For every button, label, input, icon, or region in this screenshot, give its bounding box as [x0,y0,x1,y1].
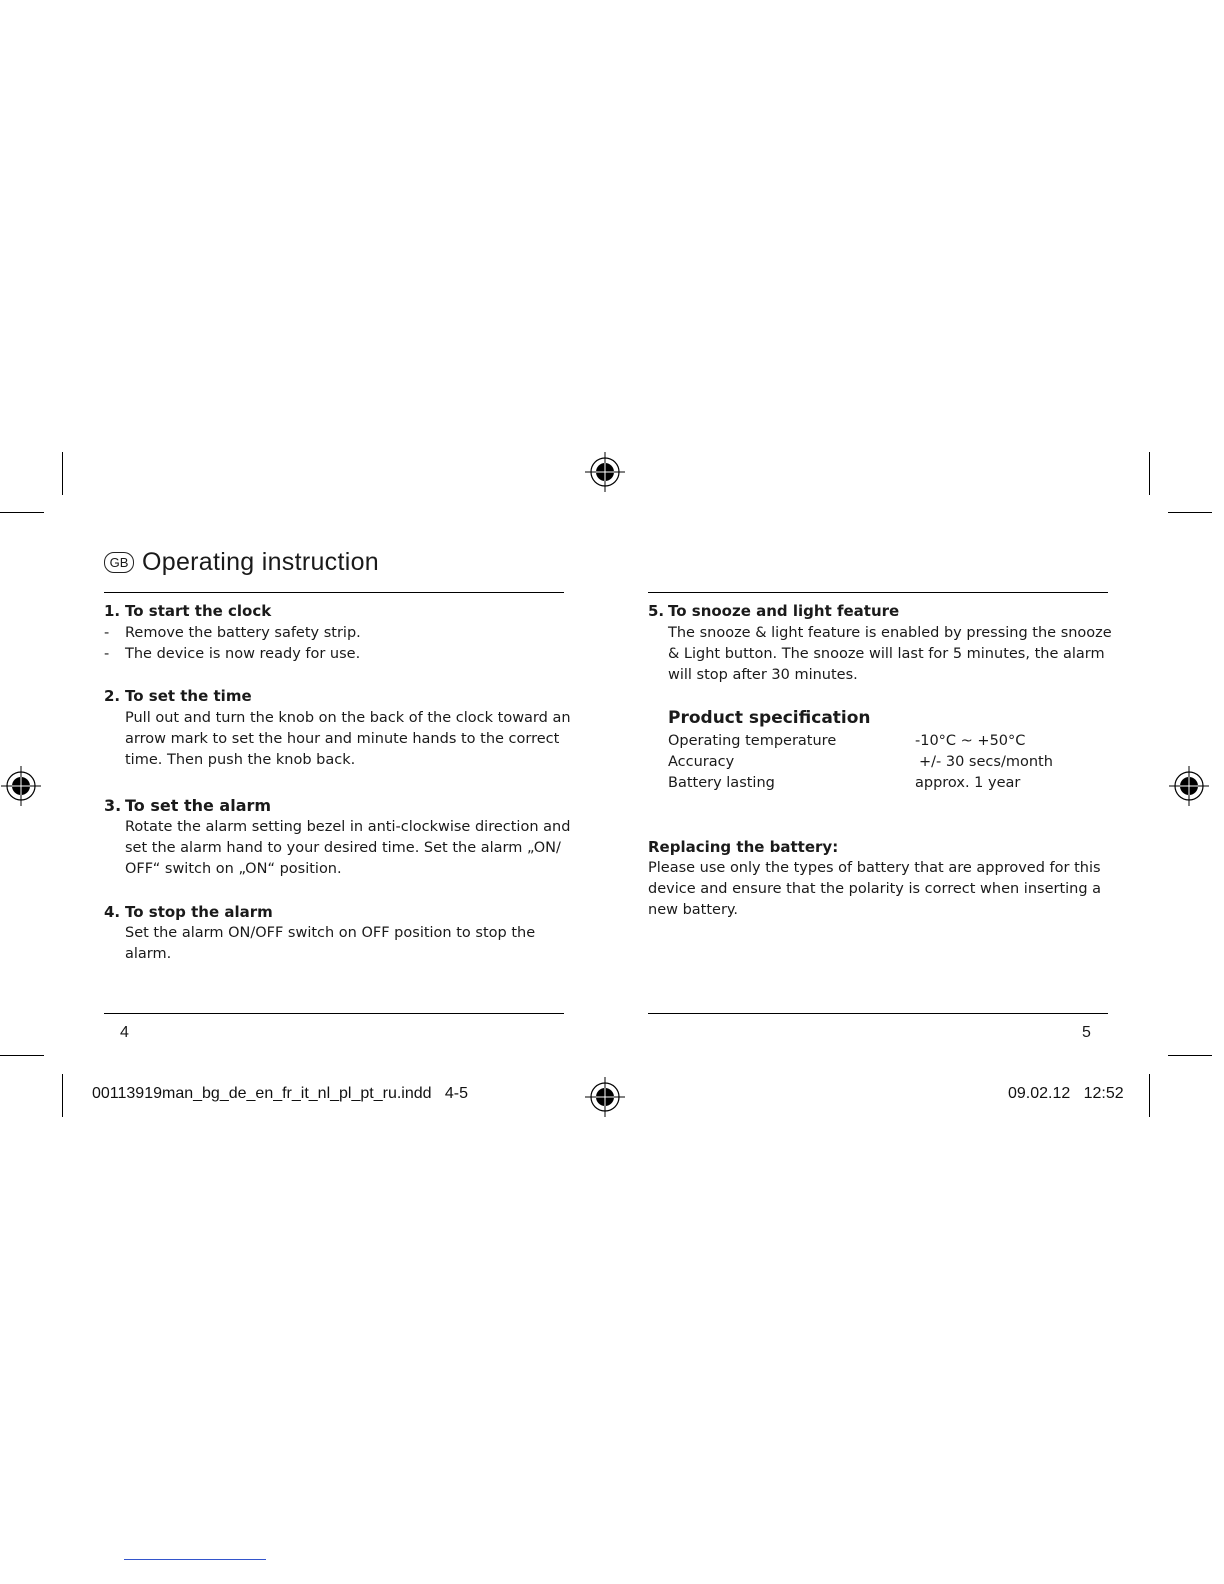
bullet-dash: - [104,646,110,662]
crop-mark-bottom-left-v [62,1074,63,1117]
section-heading: To start the clock [125,602,272,620]
crop-mark-top-right-v [1149,452,1150,495]
paragraph-line: set the alarm hand to your desired time. Set the alarm „ON/ [125,840,561,856]
slug-datetime: 09.02.12 12:52 [1008,1085,1124,1102]
page-number-right: 5 [1082,1024,1091,1041]
section-heading: To set the alarm [125,796,272,815]
registration-mark-left-icon [1,766,41,806]
paragraph-line: new battery. [648,902,739,918]
right-bottom-rule [648,1013,1108,1014]
right-top-rule [648,592,1108,593]
crop-mark-top-left-v [62,452,63,495]
paragraph-line: device and ensure that the polarity is correct when inserting a [648,881,1102,897]
spec-value: approx. 1 year [915,775,1021,791]
section-number: 2. [104,687,121,705]
section-number: 3. [104,796,122,815]
left-bottom-rule [104,1013,564,1014]
bullet-text: The device is now ready for use. [125,646,361,662]
paragraph-line: The snooze & light feature is enabled by pressing the snooze [668,625,1112,641]
left-top-rule [104,592,564,593]
section-number: 1. [104,602,121,620]
crop-mark-bottom-left-h [0,1055,44,1056]
crop-mark-bottom-right-h [1168,1055,1212,1056]
paragraph-line: will stop after 30 minutes. [668,667,858,683]
crop-mark-top-right-h [1168,512,1212,513]
page-header [104,548,379,577]
bullet-dash: - [104,625,110,641]
registration-mark-top-icon [585,452,625,492]
bullet-text: Remove the battery safety strip. [125,625,361,641]
spec-heading: Product specification [668,708,871,728]
paragraph-line: alarm. [125,946,172,962]
section-heading: To set the time [125,687,252,705]
battery-heading: Replacing the battery: [648,838,839,856]
spec-label: Accuracy [668,754,735,770]
section-number: 4. [104,903,121,921]
section-heading: To stop the alarm [125,903,273,921]
paragraph-line: arrow mark to set the hour and minute hands to the correct [125,731,560,747]
paragraph-line: Rotate the alarm setting bezel in anti-clockwise direction and [125,819,571,835]
paragraph-line: Set the alarm ON/OFF switch on OFF position to stop the [125,925,536,941]
slug-filename: 00113919man_bg_de_en_fr_it_nl_pl_pt_ru.indd 4-5 [92,1085,469,1102]
paragraph-line: OFF“ switch on „ON“ position. [125,861,342,877]
crop-mark-bottom-right-v [1149,1074,1150,1117]
page-title: Operating instruction [142,548,379,576]
registration-mark-right-icon [1169,766,1209,806]
decorative-line [124,1559,266,1560]
crop-mark-top-left-h [0,512,44,513]
paragraph-line: Pull out and turn the knob on the back of the clock toward an [125,710,571,726]
spec-value: -10°C ~ +50°C [915,733,1026,749]
spec-value: +/- 30 secs/month [919,754,1053,770]
page-number-left: 4 [120,1024,129,1041]
registration-mark-bottom-icon [585,1077,625,1117]
language-badge: GB [104,552,134,573]
section-number: 5. [648,602,665,620]
paragraph-line: Please use only the types of battery that are approved for this [648,860,1101,876]
spec-label: Operating temperature [668,733,837,749]
paragraph-line: time. Then push the knob back. [125,752,356,768]
paragraph-line: & Light button. The snooze will last for 5 minutes, the alarm [668,646,1105,662]
section-heading: To snooze and light feature [668,602,900,620]
spec-label: Battery lasting [668,775,775,791]
